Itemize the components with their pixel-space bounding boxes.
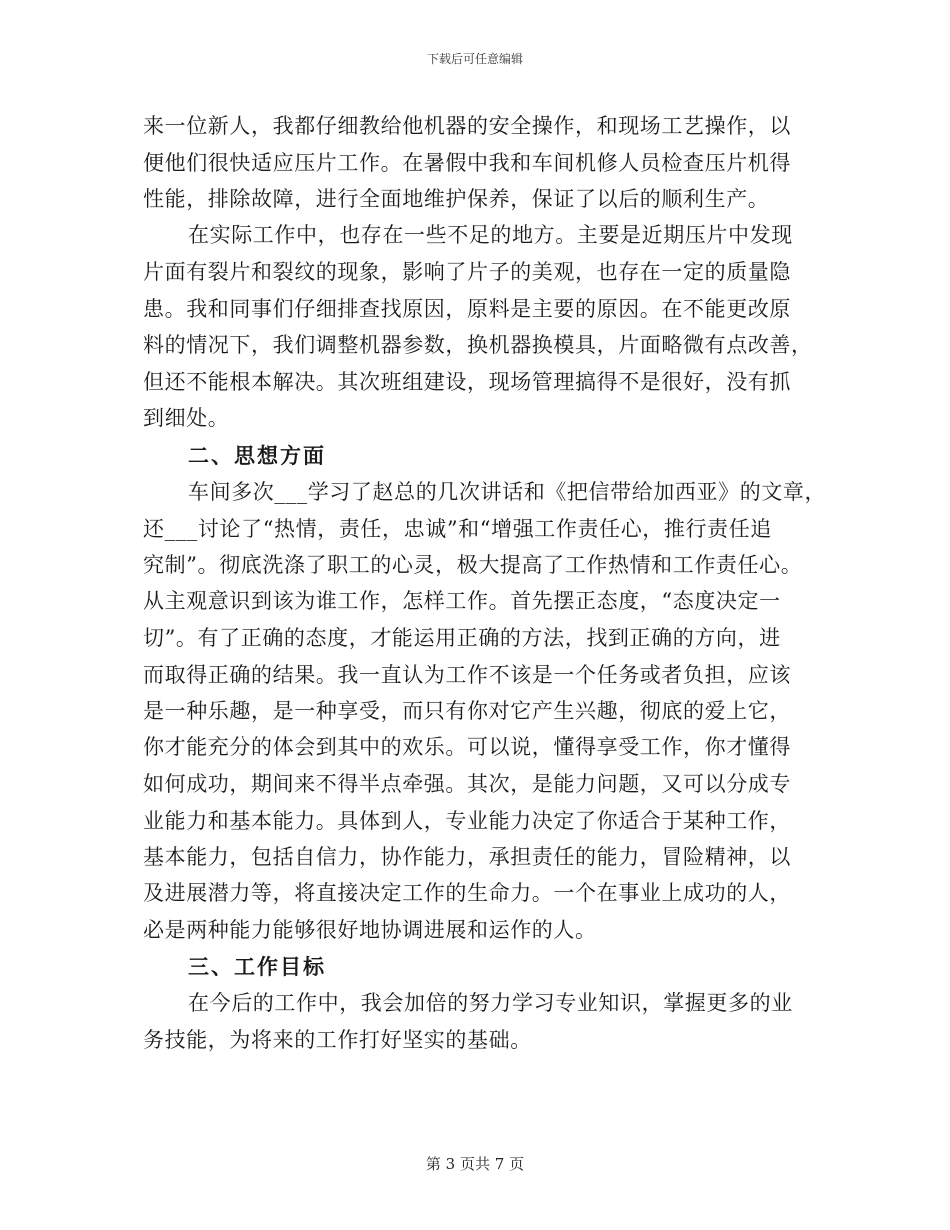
paragraph-line: 来一位新人，我都仔细教给他机器的安全操作，和现场工艺操作，以 (143, 114, 791, 138)
paragraph-line: 切”。有了正确的态度，才能运用正确的方法，找到正确的方向，进 (143, 626, 781, 650)
paragraph-line: 性能，排除故障，进行全面地维护保养，保证了以后的顺利生产。 (143, 187, 770, 211)
paragraph-line: 从主观意识到该为谁工作，怎样工作。首先摆正态度，“态度决定一 (143, 589, 781, 613)
section-heading: 二、思想方面 (188, 444, 326, 468)
paragraph-line: 必是两种能力能够很好地协调进展和运作的人。 (143, 918, 597, 942)
paragraph-line: 及进展潜力等，将直接决定工作的生命力。一个在事业上成功的人， (143, 881, 791, 905)
page-header: 下载后可任意编辑 (426, 52, 523, 66)
paragraph-line: 料的情况下，我们调整机器参数，换机器换模具，片面略微有点改善， (143, 333, 813, 357)
paragraph-line: 如何成功，期间来不得半点牵强。其次，是能力问题，又可以分成专 (143, 772, 791, 796)
paragraph-line: 在实际工作中，也存在一些不足的地方。主要是近期压片中发现 (188, 223, 793, 247)
paragraph-line: 业能力和基本能力。具体到人，专业能力决定了你适合于某种工作， (143, 809, 791, 833)
paragraph-line: 患。我和同事们仔细排查找原因，原料是主要的原因。在不能更改原 (143, 297, 791, 321)
paragraph-line: 你才能充分的体会到其中的欢乐。可以说，懂得享受工作，你才懂得 (143, 735, 791, 759)
paragraph-line: 而取得正确的结果。我一直认为工作不该是一个任务或者负担，应该 (143, 663, 791, 687)
paragraph-line: 在今后的工作中，我会加倍的努力学习专业知识，掌握更多的业 (188, 991, 793, 1015)
paragraph-line: 车间多次___学习了赵总的几次讲话和《把信带给加西亚》的文章， (188, 480, 827, 504)
paragraph-line: 片面有裂片和裂纹的现象，影响了片子的美观，也存在一定的质量隐 (143, 260, 791, 284)
paragraph-line: 基本能力，包括自信力，协作能力，承担责任的能力，冒险精神，以 (143, 845, 791, 869)
paragraph-line: 还___讨论了“热情，责任，忠诚”和“增强工作责任心，推行责任追 (143, 517, 772, 541)
paragraph-line: 到细处。 (143, 406, 230, 430)
section-heading: 三、工作目标 (188, 955, 326, 979)
paragraph-line: 务技能，为将来的工作打好坚实的基础。 (143, 1028, 532, 1052)
paragraph-line: 但还不能根本解决。其次班组建设，现场管理搞得不是很好，没有抓 (143, 370, 791, 394)
paragraph-line: 究制”。彻底洗涤了职工的心灵，极大提高了工作热情和工作责任心。 (143, 553, 803, 577)
paragraph-line: 是一种乐趣，是一种享受，而只有你对它产生兴趣，彻底的爱上它， (143, 699, 791, 723)
paragraph-line: 便他们很快适应压片工作。在暑假中我和车间机修人员检查压片机得 (143, 151, 791, 175)
page-footer: 第 3 页共 7 页 (425, 1155, 525, 1173)
